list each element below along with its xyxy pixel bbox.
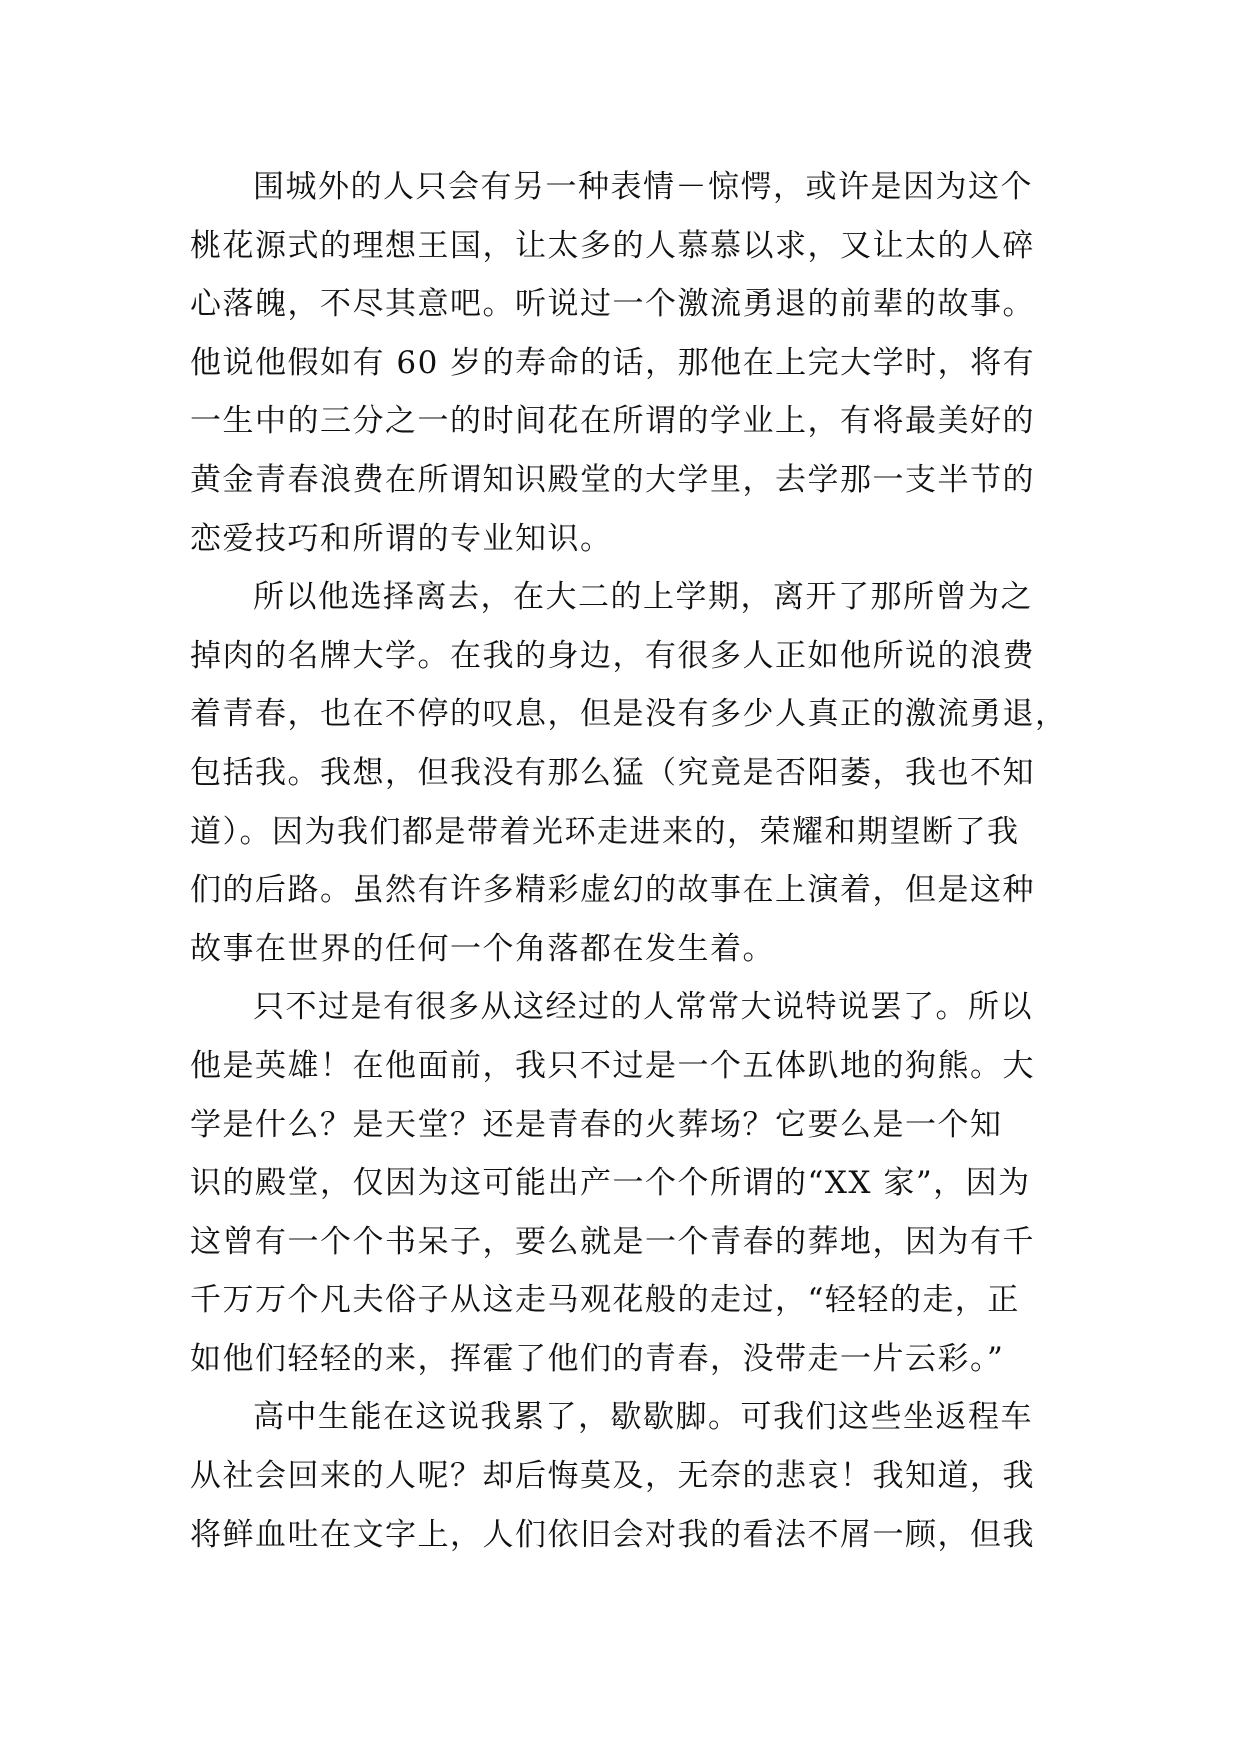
text-line: 围城外的人只会有另一种表情－惊愕，或许是因为这个 — [253, 169, 1033, 205]
text-line: 他是英雄！在他面前，我只不过是一个五体趴地的狗熊。大 — [190, 1047, 1035, 1084]
document-body — [190, 158, 1090, 1564]
text-line: 他说他假如有 60 岁的寿命的话，那他在上完大学时，将有 — [190, 344, 1036, 381]
text-line: 黄金青春浪费在所谓知识殿堂的大学里，去学那一支半节的 — [190, 461, 1035, 498]
text-line: 所以他选择离去，在大二的上学期，离开了那所曾为之 — [253, 579, 1033, 616]
text-line: 道）。因为我们都是带着光环走进来的，荣耀和期望断了我 — [190, 813, 1020, 850]
text-line: 如他们轻轻的来，挥霍了他们的青春，没带走一片云彩。” — [190, 1340, 1005, 1377]
text-line: 着青春，也在不停的叹息，但是没有多少人真正的激流勇退， — [190, 696, 1068, 733]
text-line: 识的殿堂，仅因为这可能出产一个个所谓的“XX 家”，因为 — [190, 1165, 1031, 1202]
text-line: 一生中的三分之一的时间花在所谓的学业上，有将最美好的 — [190, 403, 1035, 440]
text-line: 桃花源式的理想王国，让太多的人慕慕以求，又让太的人碎 — [190, 227, 1035, 264]
text-line: 们的后路。虽然有许多精彩虚幻的故事在上演着，但是这种 — [190, 872, 1035, 909]
text-line: 这曾有一个个书呆子，要么就是一个青春的葬地，因为有千 — [190, 1223, 1035, 1260]
text-line: 将鲜血吐在文字上，人们依旧会对我的看法不屑一顾，但我 — [190, 1516, 1035, 1553]
text-line: 只不过是有很多从这经过的人常常大说特说罢了。所以 — [253, 989, 1033, 1026]
text-line: 故事在世界的任何一个角落都在发生着。 — [190, 930, 775, 967]
text-line: 高中生能在这说我累了，歇歇脚。可我们这些坐返程车 — [253, 1399, 1033, 1436]
text-line: 包括我。我想，但我没有那么猛（究竟是否阳萎，我也不知 — [190, 754, 1035, 791]
text-line: 千万万个凡夫俗子从这走马观花般的走过，“轻轻的走，正 — [190, 1282, 1020, 1319]
text-line: 掉肉的名牌大学。在我的身边，有很多人正如他所说的浪费 — [190, 637, 1035, 674]
text-line: 心落魄，不尽其意吧。听说过一个激流勇退的前辈的故事。 — [190, 286, 1035, 323]
text-line: 从社会回来的人呢？却后悔莫及，无奈的悲哀！我知道，我 — [190, 1458, 1035, 1495]
text-line: 恋爱技巧和所谓的专业知识。 — [190, 520, 613, 557]
text-line: 学是什么？是天堂？还是青春的火葬场？它要么是一个知 — [190, 1106, 1003, 1143]
